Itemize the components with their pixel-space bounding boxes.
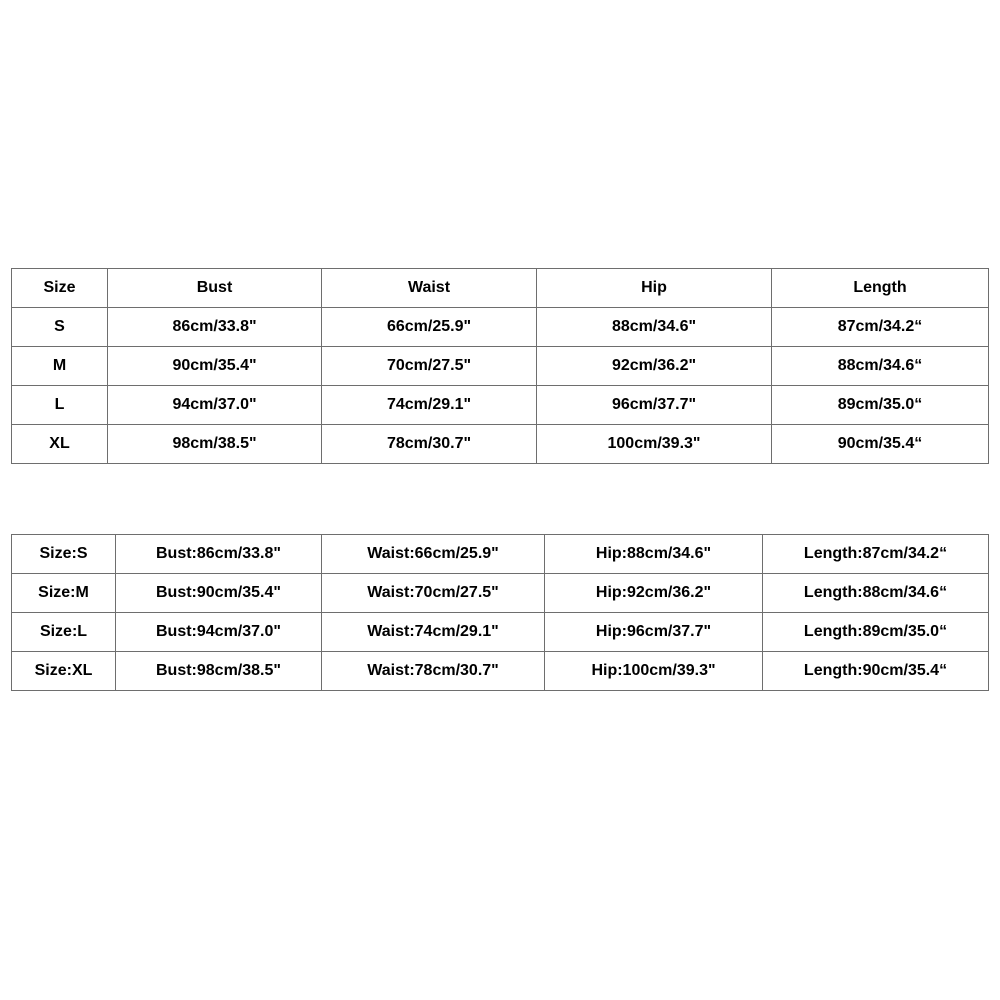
- length-cell: 90cm/35.4“: [772, 425, 989, 464]
- table-row: [12, 425, 989, 464]
- hip-cell: Hip:88cm/34.6": [545, 535, 763, 574]
- header-bust: Bust: [108, 269, 322, 308]
- hip-cell: 96cm/37.7": [537, 386, 772, 425]
- waist-cell: 78cm/30.7": [322, 425, 537, 464]
- size-cell: M: [12, 347, 108, 386]
- size-cell: L: [12, 386, 108, 425]
- bust-cell: 98cm/38.5": [108, 425, 322, 464]
- length-cell: Length:90cm/35.4“: [763, 652, 989, 691]
- table-row: [12, 386, 989, 425]
- length-cell: Length:89cm/35.0“: [763, 613, 989, 652]
- size-cell: S: [12, 308, 108, 347]
- header-size: Size: [12, 269, 108, 308]
- waist-cell: Waist:74cm/29.1": [322, 613, 545, 652]
- waist-cell: Waist:78cm/30.7": [322, 652, 545, 691]
- bust-cell: 94cm/37.0": [108, 386, 322, 425]
- size-cell: Size:M: [12, 574, 116, 613]
- length-cell: Length:87cm/34.2“: [763, 535, 989, 574]
- table-row: [12, 652, 989, 691]
- waist-cell: 70cm/27.5": [322, 347, 537, 386]
- length-cell: Length:88cm/34.6“: [763, 574, 989, 613]
- length-cell: 87cm/34.2“: [772, 308, 989, 347]
- table-row: [12, 574, 989, 613]
- header-waist: Waist: [322, 269, 537, 308]
- waist-cell: 66cm/25.9": [322, 308, 537, 347]
- bust-cell: Bust:90cm/35.4": [116, 574, 322, 613]
- table-row: [12, 613, 989, 652]
- length-cell: 89cm/35.0“: [772, 386, 989, 425]
- size-cell: Size:S: [12, 535, 116, 574]
- table-header-row: [12, 269, 989, 308]
- bust-cell: Bust:98cm/38.5": [116, 652, 322, 691]
- size-cell: Size:L: [12, 613, 116, 652]
- waist-cell: 74cm/29.1": [322, 386, 537, 425]
- bust-cell: Bust:86cm/33.8": [116, 535, 322, 574]
- header-hip: Hip: [537, 269, 772, 308]
- hip-cell: 100cm/39.3": [537, 425, 772, 464]
- table-row: [12, 535, 989, 574]
- bust-cell: Bust:94cm/37.0": [116, 613, 322, 652]
- hip-cell: Hip:100cm/39.3": [545, 652, 763, 691]
- length-cell: 88cm/34.6“: [772, 347, 989, 386]
- bust-cell: 90cm/35.4": [108, 347, 322, 386]
- bust-cell: 86cm/33.8": [108, 308, 322, 347]
- waist-cell: Waist:66cm/25.9": [322, 535, 545, 574]
- table-row: [12, 308, 989, 347]
- hip-cell: Hip:92cm/36.2": [545, 574, 763, 613]
- hip-cell: 92cm/36.2": [537, 347, 772, 386]
- hip-cell: Hip:96cm/37.7": [545, 613, 763, 652]
- size-chart-table: [11, 268, 989, 464]
- hip-cell: 88cm/34.6": [537, 308, 772, 347]
- waist-cell: Waist:70cm/27.5": [322, 574, 545, 613]
- size-cell: Size:XL: [12, 652, 116, 691]
- size-cell: XL: [12, 425, 108, 464]
- header-length: Length: [772, 269, 989, 308]
- table-row: [12, 347, 989, 386]
- size-chart-inline-table: [11, 534, 989, 691]
